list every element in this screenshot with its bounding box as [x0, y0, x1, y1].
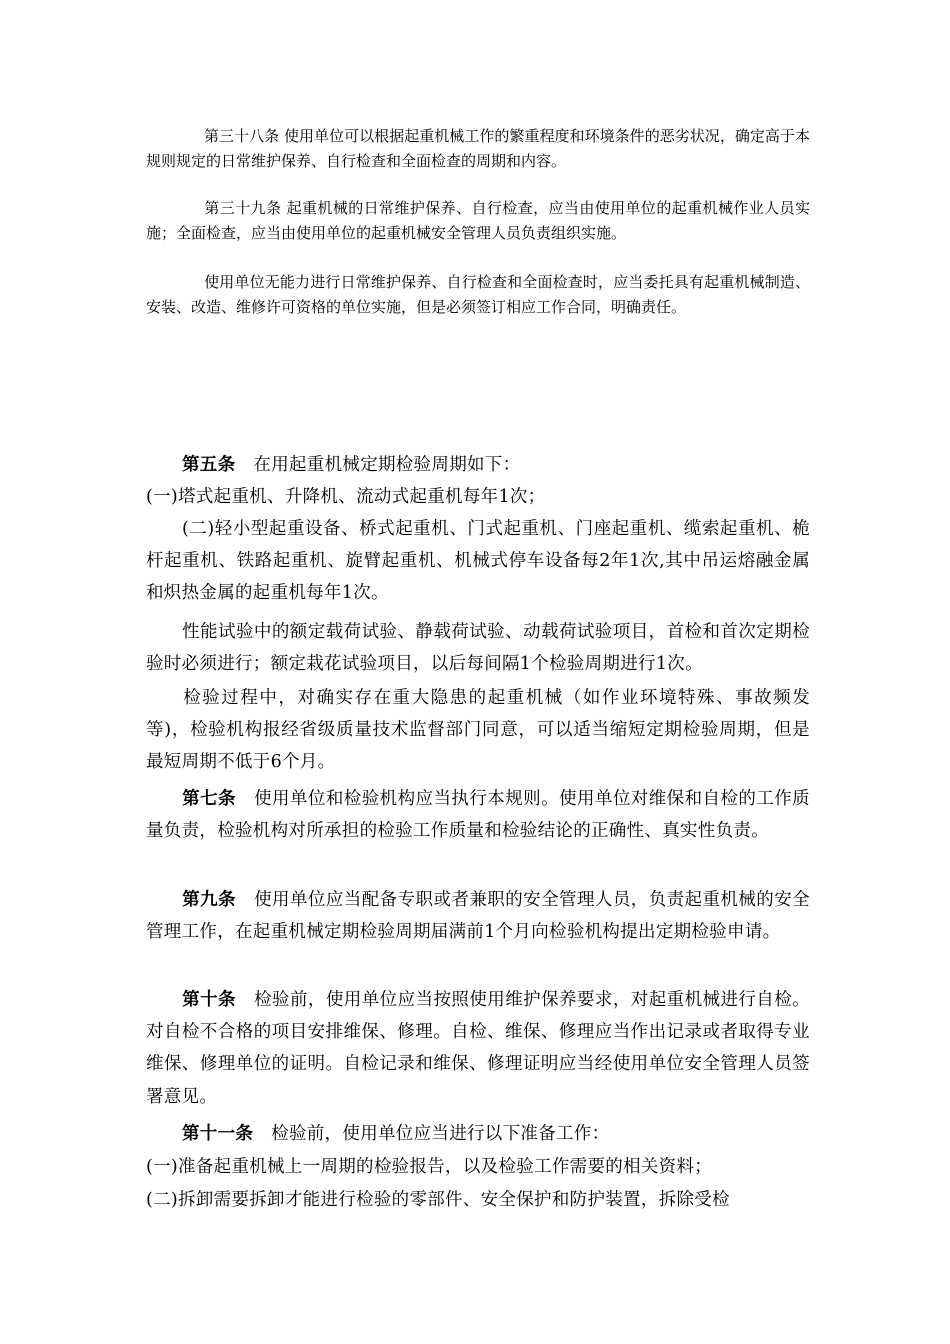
article-11-item-1: (一)准备起重机械上一周期的检验报告，以及检验工作需要的相关资料；: [146, 1157, 713, 1177]
article-10-paragraph: 第十条 检验前，使用单位应当按照使用维护保养要求，对起重机械进行自检。对自检不合格的项目安排维保、修理。自检、维保、修理应当作出记录或者取得专业维保、修理单位的证明。自检记录和维保、修理证明应当经使用单位安全管理人员签署意见。: [146, 990, 810, 1107]
article-38-paragraph: 第三十八条 使用单位可以根据起重机械工作的繁重程度和环境条件的恶劣状况，确定高于本规则规定的日常维护保养、自行检查和全面检查的周期和内容。: [146, 127, 810, 170]
article-5-paragraph-1: 性能试验中的额定载荷试验、静载荷试验、动载荷试验项目，首检和首次定期检验时必须进行；额定栽花试验项目，以后每间隔1个检验周期进行1次。: [146, 622, 810, 675]
article-11-heading: 第十一条: [182, 1124, 254, 1144]
article-10-heading: 第十条: [182, 990, 236, 1010]
article-5-paragraph-2: 检验过程中，对确实存在重大隐患的起重机械（如作业环境特殊、事故频发等)，检验机构报经省级质量技术监督部门同意，可以适当缩短定期检验周期，但是最短周期不低于6个月。: [146, 688, 810, 773]
article-7-paragraph: 第七条 使用单位和检验机构应当执行本规则。使用单位对维保和自检的工作质量负责，检验机构对所承担的检验工作质量和检验结论的正确性、真实性负责。: [146, 789, 810, 842]
delegation-paragraph: 使用单位无能力进行日常维护保养、自行检查和全面检查时，应当委托具有起重机械制造、安装、改造、维修许可资格的单位实施，但是必须签订相应工作合同，明确责任。: [146, 273, 810, 316]
article-5-item-1: (一)塔式起重机、升降机、流动式起重机每年1次；: [146, 487, 546, 507]
article-5-heading-line: 第五条 在用起重机械定期检验周期如下：: [182, 455, 521, 475]
article-5-heading: 第五条: [182, 455, 236, 475]
article-5-item-2: (二)轻小型起重设备、桥式起重机、门式起重机、门座起重机、缆索起重机、桅杆起重机、铁路起重机、旋臂起重机、机械式停车设备每2年1次,其中吊运熔融金属和炽热金属的起重机每年1次。: [146, 519, 810, 604]
article-11-heading-line: 第十一条 检验前，使用单位应当进行以下准备工作：: [182, 1124, 610, 1144]
article-11-item-2: (二)拆卸需要拆卸才能进行检验的零部件、安全保护和防护装置，拆除受检: [146, 1190, 730, 1210]
article-7-heading: 第七条: [182, 789, 236, 809]
article-9-paragraph: 第九条 使用单位应当配备专职或者兼职的安全管理人员，负责起重机械的安全管理工作，在起重机械定期检验周期届满前1个月向检验机构提出定期检验申请。: [146, 890, 810, 943]
article-9-heading: 第九条: [182, 890, 236, 910]
article-39-paragraph: 第三十九条 起重机械的日常维护保养、自行检查，应当由使用单位的起重机械作业人员实施；全面检查，应当由使用单位的起重机械安全管理人员负责组织实施。: [146, 199, 810, 242]
